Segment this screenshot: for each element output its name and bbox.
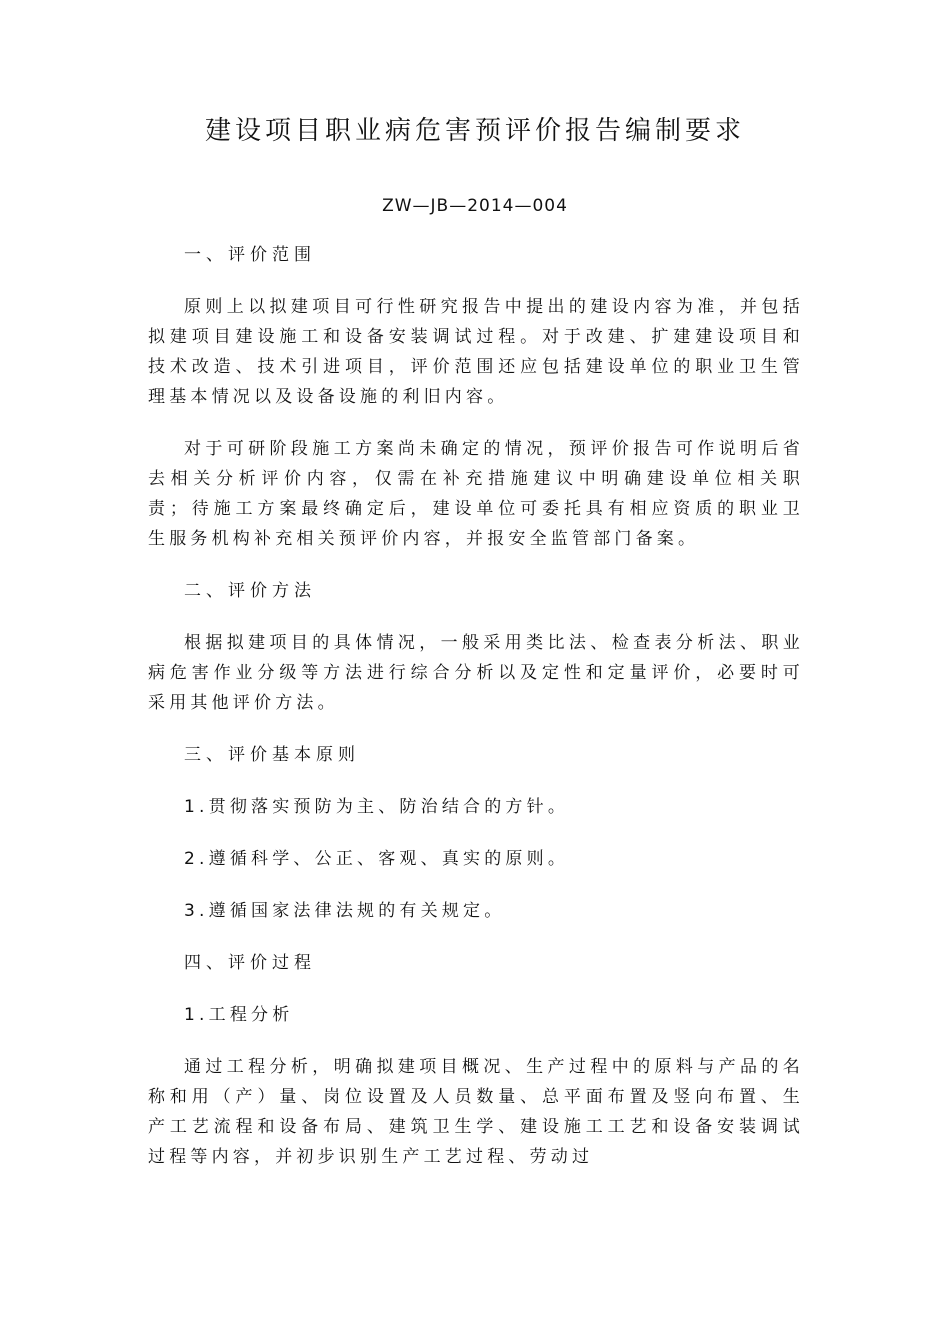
section-heading-process: 四、评价过程 bbox=[184, 953, 316, 973]
list-item: 2.遵循科学、公正、客观、真实的原则。 bbox=[184, 849, 570, 869]
paragraph: 对于可研阶段施工方案尚未确定的情况，预评价报告可作说明后省去相关分析评价内容，仅需在补充措施建议中明确建设单位相关职责；待施工方案最终确定后，建设单位可委托具有相应资质的职业卫生服务机构补充相关预评价内容，并报安全监管部门备案。 bbox=[148, 439, 804, 549]
paragraph: 原则上以拟建项目可行性研究报告中提出的建设内容为准，并包括拟建项目建设施工和设备安装调试过程。对于改建、扩建建设项目和技术改造、技术引进项目，评价范围还应包括建设单位的职业卫生管理基本情况以及设备设施的利旧内容。 bbox=[148, 297, 804, 407]
document-body bbox=[148, 240, 804, 1194]
document-title: 建设项目职业病危害预评价报告编制要求 bbox=[204, 116, 745, 146]
list-item: 1.贯彻落实预防为主、防治结合的方针。 bbox=[184, 797, 570, 817]
paragraph: 通过工程分析，明确拟建项目概况、生产过程中的原料与产品的名称和用（产）量、岗位设置及人员数量、总平面布置及竖向布置、生产工艺流程和设备布局、建筑卫生学、建设施工工艺和设备安装调试过程等内容，并初步识别生产工艺过程、劳动过 bbox=[148, 1057, 804, 1167]
document-code: ZW—JB—2014—004 bbox=[382, 196, 568, 216]
section-heading-principles: 三、评价基本原则 bbox=[184, 745, 360, 765]
paragraph: 根据拟建项目的具体情况，一般采用类比法、检查表分析法、职业病危害作业分级等方法进行综合分析以及定性和定量评价，必要时可采用其他评价方法。 bbox=[148, 633, 804, 713]
list-item: 3.遵循国家法律法规的有关规定。 bbox=[184, 901, 506, 921]
section-heading-scope: 一、评价范围 bbox=[184, 245, 316, 265]
subheading: 1.工程分析 bbox=[184, 1005, 294, 1025]
section-heading-methods: 二、评价方法 bbox=[184, 581, 316, 601]
